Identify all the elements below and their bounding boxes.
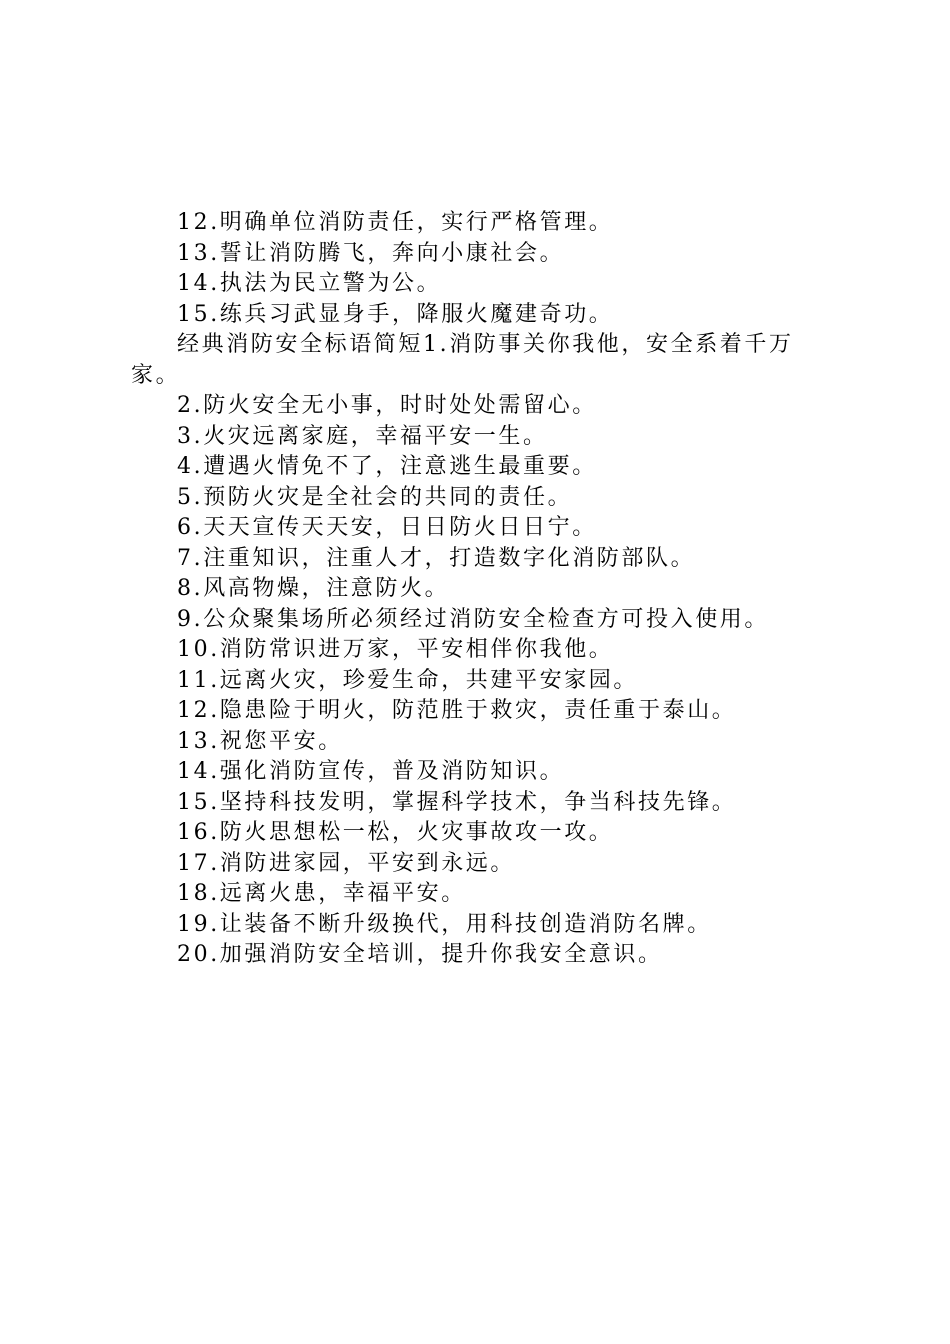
slogan-line: 16.防火思想松一松，火灾事故攻一攻。 (177, 820, 614, 845)
section-paragraph: 经典消防安全标语简短1.消防事关你我他，安全系着千万家。 (131, 332, 794, 388)
slogan-line: 7.注重知识，注重人才，打造数字化消防部队。 (177, 545, 696, 571)
slogan-line: 5.预防火灾是全社会的共同的责任。 (177, 484, 573, 510)
slogan-line: 6.天天宣传天天安，日日防火日日宁。 (177, 515, 597, 540)
slogan-line: 13.祝您平安。 (177, 728, 343, 754)
slogan-line: 15.练兵习武显身手，降服火魔建奇功。 (177, 301, 614, 327)
slogan-line: 3.火灾远离家庭，幸福平安一生。 (177, 423, 548, 449)
slogan-line: 14.执法为民立警为公。 (177, 271, 442, 296)
slogan-line: 15.坚持科技发明，掌握科学技术，争当科技先锋。 (177, 789, 737, 815)
slogan-line: 20.加强消防安全培训，提升你我安全意识。 (177, 942, 663, 967)
slogan-line: 19.让装备不断升级换代，用科技创造消防名牌。 (177, 911, 712, 937)
slogan-line: 4.遭遇火情免不了，注意逃生最重要。 (177, 454, 597, 479)
slogan-line: 2.防火安全无小事，时时处处需留心。 (177, 393, 597, 418)
slogan-line: 8.风高物燥，注意防火。 (177, 576, 450, 601)
slogan-line: 17.消防进家园，平安到永远。 (177, 850, 515, 876)
slogan-line: 10.消防常识进万家，平安相伴你我他。 (177, 637, 614, 662)
slogan-line: 14.强化消防宣传，普及消防知识。 (177, 759, 565, 784)
slogan-line: 12.明确单位消防责任，实行严格管理。 (177, 210, 614, 235)
slogan-line: 18.远离火患，幸福平安。 (177, 881, 466, 906)
document-body (131, 208, 837, 971)
slogan-line: 12.隐患险于明火，防范胜于救灾，责任重于泰山。 (177, 698, 737, 723)
slogan-line: 13.誓让消防腾飞，奔向小康社会。 (177, 240, 565, 266)
slogan-line: 9.公众聚集场所必须经过消防安全检查方可投入使用。 (177, 606, 769, 632)
slogan-line: 11.远离火灾，珍爱生命，共建平安家园。 (177, 667, 638, 693)
